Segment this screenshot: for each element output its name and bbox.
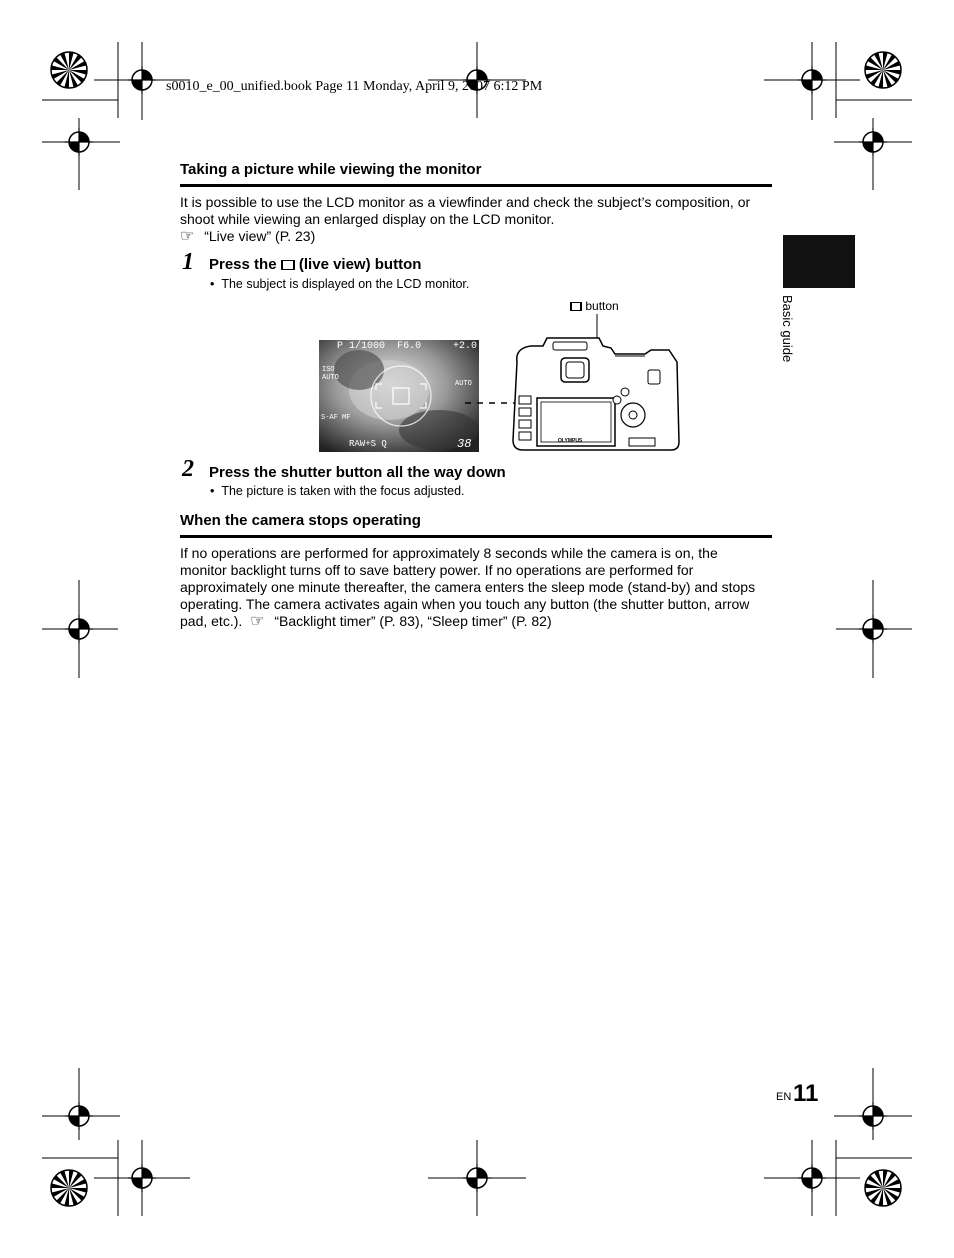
step-title-pre: Press the xyxy=(209,256,277,273)
chapter-tab xyxy=(783,235,855,288)
body-line: If no operations are performed for approximately 8 seconds while the camera is on, the xyxy=(180,545,718,561)
photo-graphic xyxy=(319,340,479,452)
lcd-aperture: F6.0 xyxy=(397,341,422,352)
lcd-iso-value: AUTO xyxy=(322,374,339,382)
page-number: 11 xyxy=(793,1080,819,1107)
section-intro xyxy=(180,194,780,245)
lcd-frame-count: 38 xyxy=(457,437,472,451)
language-code: EN xyxy=(776,1091,792,1103)
lcd-shutter: 1/1000 xyxy=(349,341,386,352)
reference-link[interactable]: “Backlight timer” (P. 83), “Sleep timer” (P. 82) xyxy=(274,613,552,629)
step-bullet-text: The picture is taken with the focus adjusted. xyxy=(221,484,465,498)
body-line: operating. The camera activates again when you touch any button (the shutter button, arrow xyxy=(180,596,750,612)
step-number: 2 xyxy=(182,456,194,482)
section-title-stops: When the camera stops operating xyxy=(180,512,421,529)
callout-text: button xyxy=(585,299,619,313)
pointing-hand-icon: ☞ xyxy=(250,613,265,630)
camera-back-illustration xyxy=(465,310,695,455)
lcd-record-mode: RAW+S Q xyxy=(349,439,387,449)
lcd-wb: AUTO xyxy=(455,380,472,388)
step-bullet: • The picture is taken with the focus adjusted. xyxy=(210,484,465,498)
lcd-screen-photo xyxy=(319,340,479,452)
chapter-label: Basic guide xyxy=(780,295,795,363)
pointing-hand-icon: ☞ xyxy=(180,228,195,245)
live-view-icon xyxy=(281,260,295,270)
step-bullet: • The subject is displayed on the LCD monitor. xyxy=(210,277,470,291)
camera-brand: OLYMPUS xyxy=(558,438,583,444)
lcd-iso xyxy=(322,366,339,382)
body-line: monitor backlight turns off to save battery power. If no operations are performed for xyxy=(180,562,694,578)
intro-line-2: shoot while viewing an enlarged display on the LCD monitor. xyxy=(180,211,555,227)
lcd-exposure: +2.0 xyxy=(453,341,478,352)
section-rule xyxy=(180,535,772,538)
step-number: 1 xyxy=(182,249,194,275)
section-rule xyxy=(180,184,772,187)
print-header: s0010_e_00_unified.book Page 11 Monday, April 9, 2007 6:12 PM xyxy=(166,79,543,94)
step-title-post: (live view) button xyxy=(298,256,422,273)
body-line-text: pad, etc.). xyxy=(180,613,243,629)
lcd-iso-label: ISO xyxy=(322,366,335,374)
step-bullet-text: The subject is displayed on the LCD monitor. xyxy=(221,277,470,291)
body-line-last xyxy=(180,613,780,630)
intro-reference xyxy=(180,228,780,245)
body-line: approximately one minute thereafter, the camera enters the sleep mode (stand-by) and stops xyxy=(180,579,756,595)
step-title xyxy=(209,256,421,273)
lcd-mode: P xyxy=(337,341,344,352)
section2-body xyxy=(180,545,780,630)
section-title-monitor: Taking a picture while viewing the monitor xyxy=(180,161,482,178)
reference-link[interactable]: “Live view” (P. 23) xyxy=(204,228,316,244)
step-title: Press the shutter button all the way down xyxy=(209,464,506,481)
intro-line-1: It is possible to use the LCD monitor as a viewfinder and check the subject’s composition, or xyxy=(180,194,751,210)
lcd-af-mode: S-AF MF xyxy=(321,414,351,422)
lcd-top-readout xyxy=(337,341,421,352)
